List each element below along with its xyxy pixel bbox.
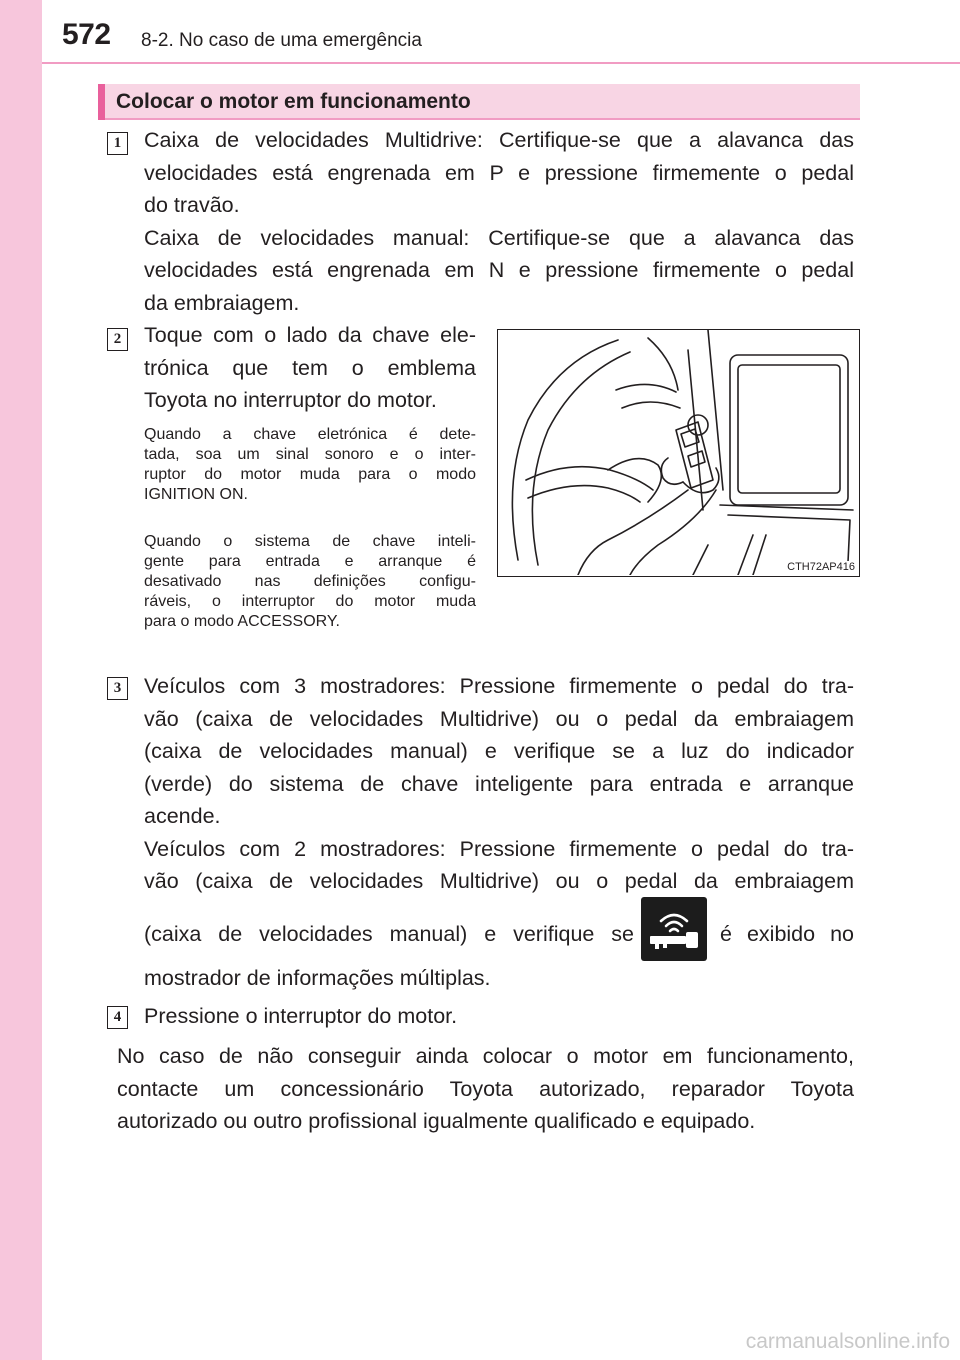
text-line: Caixa de velocidades Multidrive: Certifique-se que a alavanca das [144, 128, 854, 152]
text-line: é exibido no [720, 922, 854, 946]
text-line: mostrador de informações múltiplas. [144, 966, 491, 990]
step-number-4: 4 [107, 1006, 128, 1029]
text-line: (verde) do sistema de chave inteligente para entrada e arranque [144, 771, 854, 796]
heading-title: Colocar o motor em funcionamento [116, 90, 471, 113]
text-line: desativado nas definições configu- [144, 573, 476, 590]
step-number-2: 2 [107, 328, 128, 351]
key-touch-illustration [498, 330, 858, 575]
text-line: Quando o sistema de chave inteli- [144, 533, 476, 550]
text-line: (caixa de velocidades manual) e verifique se [144, 922, 634, 946]
step-1-text [144, 124, 854, 319]
text-line: gente para entrada e arranque é [144, 553, 476, 570]
step-3-icon-line-after [720, 918, 854, 951]
text-line: da embraiagem. [144, 290, 300, 315]
step-number-3: 3 [107, 677, 128, 700]
text-line: vão (caixa de velocidades Multidrive) ou o pedal da embraiagem [144, 706, 854, 731]
text-line: tada, soa um sinal sonoro e o inter- [144, 446, 476, 463]
step-3-last-line [144, 962, 854, 995]
text-line: trónica que tem o emblema [144, 355, 476, 380]
header-rule [42, 62, 960, 64]
text-line: para o modo ACCESSORY. [144, 613, 340, 630]
left-margin-band [0, 0, 42, 1360]
heading-bar [98, 84, 860, 120]
text-line: Toque com o lado da chave ele- [144, 323, 476, 347]
text-line: No caso de não conseguir ainda colocar o motor em funcionamento, [117, 1044, 854, 1068]
section-title: 8-2. No caso de uma emergência [141, 30, 422, 51]
text-line: Pressione o interruptor do motor. [144, 1004, 458, 1028]
text-line: IGNITION ON. [144, 486, 248, 503]
text-line: (caixa de velocidades manual) e verifique se a luz do indicador [144, 739, 854, 763]
text-line: ráveis, o interruptor do motor muda [144, 593, 476, 610]
text-line: contacte um concessionário Toyota autorizado, reparador Toyota [117, 1076, 854, 1101]
page-number: 572 [62, 18, 111, 51]
step-4-text [144, 1000, 854, 1033]
text-line: do travão. [144, 193, 240, 217]
step-2-note-1 [144, 425, 476, 505]
step-3-icon-line-before [144, 918, 634, 951]
closing-paragraph [117, 1040, 854, 1138]
figure-code: CTH72AP416 [787, 561, 855, 573]
text-line: Quando a chave eletrónica é dete- [144, 426, 476, 443]
smart-key-indicator-icon [641, 897, 707, 961]
text-line: velocidades está engrenada em P e pressione firmemente o pedal [144, 160, 854, 185]
smart-key-symbol [641, 897, 707, 961]
text-line: acende. [144, 804, 221, 828]
text-line: velocidades está engrenada em N e pressione firmemente o pedal [144, 258, 854, 282]
step-3-text [144, 670, 854, 898]
figure-key-touch-engine-switch [497, 329, 860, 577]
text-line: Caixa de velocidades manual: Certifique-se que a alavanca das [144, 225, 854, 250]
step-2-note-2 [144, 532, 476, 632]
text-line: autorizado ou outro profissional igualmente qualificado e equipado. [117, 1109, 756, 1133]
heading-accent [98, 84, 105, 120]
text-line: Toyota no interruptor do motor. [144, 388, 437, 412]
text-line: vão (caixa de velocidades Multidrive) ou o pedal da embraiagem [144, 869, 854, 893]
text-line: ruptor do motor muda para o modo [144, 466, 476, 483]
text-line: Veículos com 2 mostradores: Pressione firmemente o pedal do tra- [144, 836, 854, 861]
step-number-1: 1 [107, 132, 128, 155]
step-2-text [144, 319, 476, 417]
watermark: carmanualsonline.info [745, 1330, 950, 1353]
text-line: Veículos com 3 mostradores: Pressione firmemente o pedal do tra- [144, 674, 854, 698]
